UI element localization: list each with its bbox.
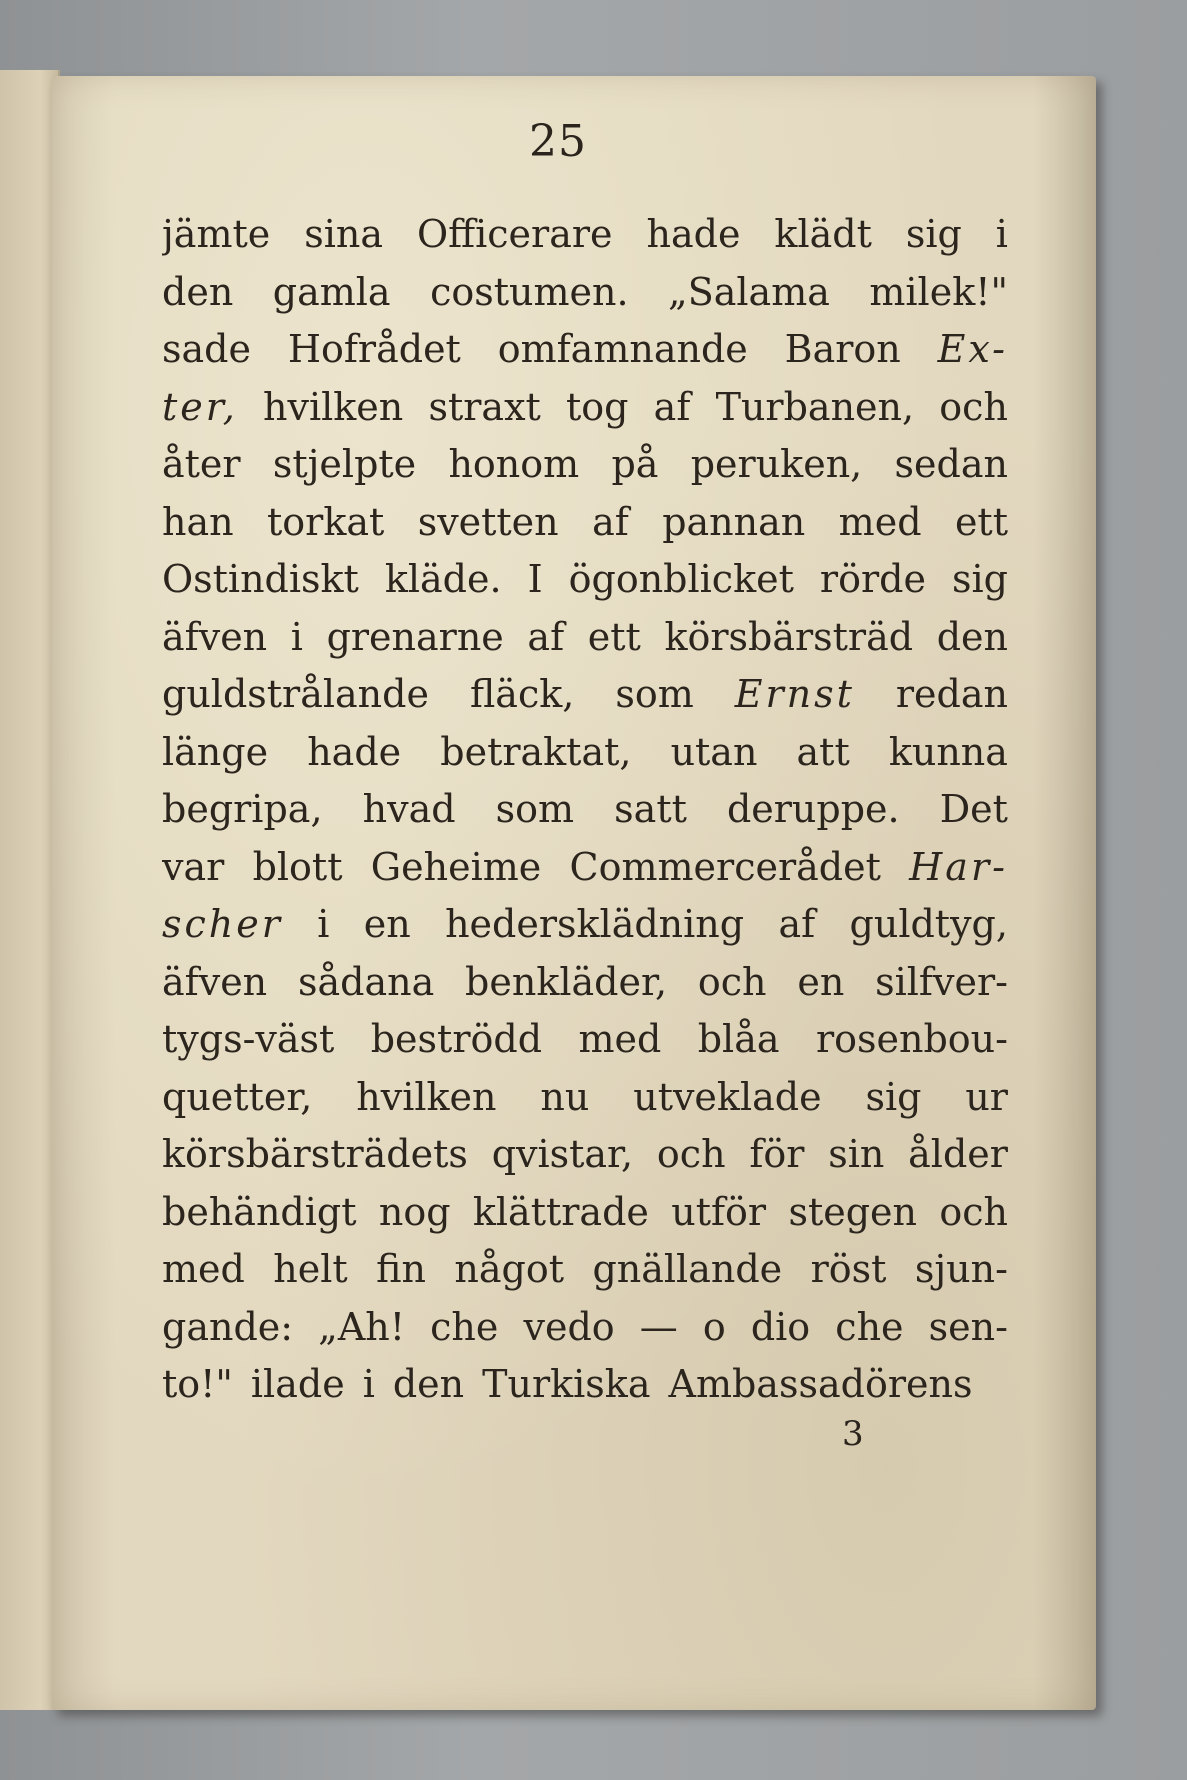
word: hade [307, 729, 402, 774]
word: jämte [162, 212, 271, 256]
word: som [615, 672, 694, 716]
text-line [162, 379, 1008, 437]
word: sig [865, 1074, 922, 1119]
text-line [162, 1069, 1008, 1127]
italic-word: ter, [162, 384, 238, 429]
word: straxt [428, 384, 541, 429]
word: sig [905, 212, 962, 256]
word: utför [671, 1189, 767, 1234]
word: sådana [297, 959, 435, 1004]
italic-word: Ex- [937, 327, 1008, 371]
word: körsbärsträdets [162, 1132, 468, 1176]
word: i [362, 1362, 375, 1406]
word: gnällande [592, 1247, 783, 1291]
word: utan [670, 729, 758, 774]
text-line [162, 839, 1008, 897]
word: och [939, 1189, 1008, 1234]
word: guldtyg, [849, 902, 1008, 946]
word: körsbärsträd [664, 614, 914, 659]
word: rosenbou- [815, 1017, 1008, 1061]
word: af [778, 902, 816, 946]
body-text [162, 206, 1008, 1414]
word: Baron [784, 327, 901, 371]
word: betraktat, [440, 729, 632, 774]
word: ilade [250, 1362, 345, 1406]
word: i [995, 212, 1008, 256]
italic-word: scher [162, 902, 283, 946]
word: benkläder, [465, 959, 668, 1004]
word: som [495, 787, 575, 831]
word: åter [162, 442, 241, 486]
word: qvistar, [491, 1132, 634, 1176]
word: Commercerådet [569, 844, 881, 889]
text-line [162, 1011, 1008, 1069]
word: begripa, [162, 787, 323, 831]
signature-mark: 3 [842, 1414, 864, 1454]
word: deruppe. [726, 787, 900, 831]
word: tygs-väst [162, 1017, 335, 1061]
word: I [527, 557, 543, 601]
text-line [162, 436, 1008, 494]
word: blott [252, 844, 343, 889]
word: klättrade [472, 1189, 649, 1234]
word: honom [448, 442, 580, 486]
word: ett [954, 499, 1008, 544]
word: „Ah! [318, 1304, 406, 1349]
word: i [317, 902, 330, 946]
word: gamla [272, 269, 391, 314]
word: Ambassadörens [668, 1362, 973, 1406]
word: torkat [267, 499, 385, 544]
word: utveklade [633, 1074, 822, 1119]
word: Ostindiskt [162, 557, 359, 601]
word: sjun- [914, 1247, 1008, 1291]
word: äfven [162, 959, 268, 1004]
word: „Salama [668, 269, 830, 314]
word: af [527, 614, 565, 659]
word: och [697, 959, 767, 1004]
word: ett [587, 614, 641, 659]
word: Hofrådet [287, 327, 461, 371]
word: tog [565, 384, 629, 429]
italic-word: Ernst [734, 672, 855, 716]
text-line [162, 666, 1008, 724]
word: i [290, 614, 303, 659]
word: pannan [662, 499, 806, 544]
word: milek!" [869, 269, 1008, 314]
text-line [162, 1126, 1008, 1184]
text-line [162, 954, 1008, 1012]
word: dio [750, 1304, 811, 1349]
word: af [653, 384, 691, 429]
word: blåa [697, 1017, 780, 1061]
word: guldstrålande [162, 672, 429, 716]
word: med [162, 1247, 245, 1291]
word: och [656, 1132, 726, 1176]
text-line [162, 264, 1008, 322]
text-line [162, 321, 1008, 379]
word: hvilken [356, 1074, 497, 1119]
word: och [939, 384, 1008, 429]
text-line [162, 206, 1008, 264]
text-line [162, 1299, 1008, 1357]
word: svetten [417, 499, 559, 544]
word: af [592, 499, 629, 544]
word: Det [939, 787, 1008, 831]
word: den [392, 1362, 465, 1406]
text-line [162, 1184, 1008, 1242]
word: ålder [908, 1132, 1008, 1176]
word: Officerare [416, 212, 613, 256]
word: peruken, [690, 442, 863, 486]
word: en [363, 902, 411, 946]
word: sina [304, 212, 383, 256]
word: to!" [162, 1362, 233, 1406]
word: behändigt [162, 1189, 357, 1234]
text-line [162, 494, 1008, 552]
word: — [639, 1304, 678, 1349]
word: fin [376, 1247, 426, 1291]
word: kunna [888, 729, 1008, 774]
word: sedan [894, 442, 1008, 486]
word: sin [828, 1132, 885, 1176]
word: satt [614, 787, 687, 831]
word: länge [162, 729, 269, 774]
word: en [797, 959, 845, 1004]
word: redan [895, 672, 1008, 716]
word: kläde. [384, 557, 502, 601]
word: che [835, 1304, 904, 1349]
word: hedersklädning [445, 902, 745, 946]
word: silfver- [875, 959, 1008, 1004]
word: Turkiska [482, 1362, 651, 1406]
word: röst [810, 1247, 887, 1291]
text-line [162, 1241, 1008, 1299]
word: omfamnande [497, 327, 748, 371]
text-line [162, 551, 1008, 609]
text-line [162, 781, 1008, 839]
page-number: 25 [529, 116, 587, 167]
word: var [162, 844, 225, 889]
word: hade [646, 212, 741, 256]
word: quetter, [162, 1074, 313, 1119]
word: ögonblicket [568, 557, 794, 601]
word: grenarne [326, 614, 504, 659]
word: gande: [162, 1304, 294, 1349]
word: sen- [928, 1304, 1008, 1349]
word: för [749, 1132, 805, 1176]
word: beströdd [370, 1017, 543, 1061]
word: nu [540, 1074, 590, 1119]
word: Geheime [370, 844, 542, 889]
word: hvilken [263, 384, 404, 429]
word: hvad [362, 787, 456, 831]
word: stegen [788, 1189, 917, 1234]
word: rörde [819, 557, 926, 601]
text-line [162, 609, 1008, 667]
word: att [796, 729, 850, 774]
previous-page-edge [0, 70, 60, 1710]
word: äfven [162, 614, 268, 659]
word: vedo [523, 1304, 615, 1349]
word: med [578, 1017, 662, 1061]
word: stjelpte [272, 442, 417, 486]
word: o [702, 1304, 726, 1349]
word: che [430, 1304, 499, 1349]
word: nog [378, 1189, 451, 1234]
text-line [162, 1356, 1008, 1414]
text-line [162, 896, 1008, 954]
word: han [162, 499, 234, 544]
word: fläck, [469, 672, 575, 716]
word: något [454, 1247, 564, 1291]
word: den [936, 614, 1008, 659]
word: med [838, 499, 922, 544]
word: helt [273, 1247, 348, 1291]
word: costumen. [430, 269, 629, 314]
word: på [611, 442, 659, 486]
text-line [162, 724, 1008, 782]
word: sig [951, 557, 1008, 601]
book-page [52, 76, 1096, 1710]
word: Turbanen, [715, 384, 915, 429]
word: ur [965, 1074, 1008, 1119]
word: klädt [774, 212, 872, 256]
word: den [162, 269, 234, 314]
word: sade [162, 327, 251, 371]
italic-word: Har- [909, 844, 1008, 889]
